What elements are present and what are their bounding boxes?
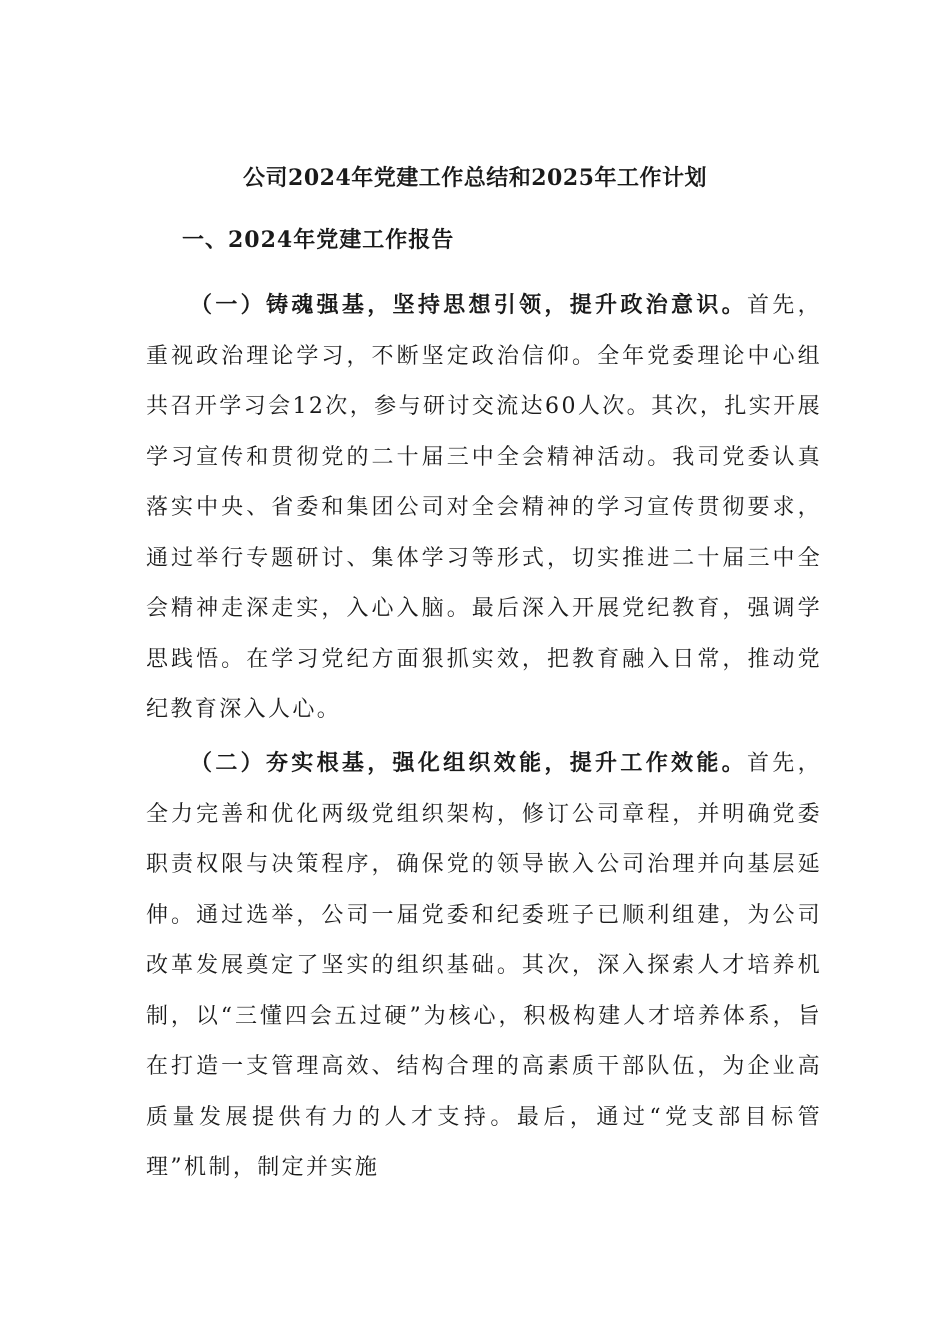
- paragraph-body: 首先，重视政治理论学习，不断坚定政治信仰。全年党委理论中心组共召开学习会12次，参与研讨交流达60人次。其次，扎实开展学习宣传和贯彻党的二十届三中全会精神活动。我司党委认真落实中央、省委和集团公司对全会精神的学习宣传贯彻要求，通过举行专题研讨、集体学习等形式，切实推进二十届三中全会精神走深走实，入心入脑。最后深入开展党纪教育，强调学思践悟。在学习党纪方面狠抓实效，把教育融入日常，推动党纪教育深入人心。: [146, 293, 823, 722]
- paragraph-body: 首先，全力完善和优化两级党组织架构，修订公司章程，并明确党委职责权限与决策程序，确保党的领导嵌入公司治理并向基层延伸。通过选举，公司一届党委和纪委班子已顺利组建，为公司改革发展奠定了坚实的组织基础。其次，深入探索人才培养机制，以“三懂四会五过硬”为核心，积极构建人才培养体系，旨在打造一支管理高效、结构合理的高素质干部队伍，为企业高质量发展提供有力的人才支持。最后，通过“党支部目标管理”机制，制定并实施: [146, 751, 823, 1180]
- page-title: 公司2024年党建工作总结和2025年工作计划: [243, 165, 707, 191]
- paragraph: [146, 280, 822, 736]
- paragraph-lead: （二）夯实根基，强化组织效能，提升工作效能。: [190, 750, 747, 776]
- section-heading: 一、2024年党建工作报告: [182, 227, 455, 253]
- paragraph-lead: （一）铸魂强基，坚持思想引领，提升政治意识。: [190, 292, 747, 318]
- paragraph: [146, 738, 822, 1194]
